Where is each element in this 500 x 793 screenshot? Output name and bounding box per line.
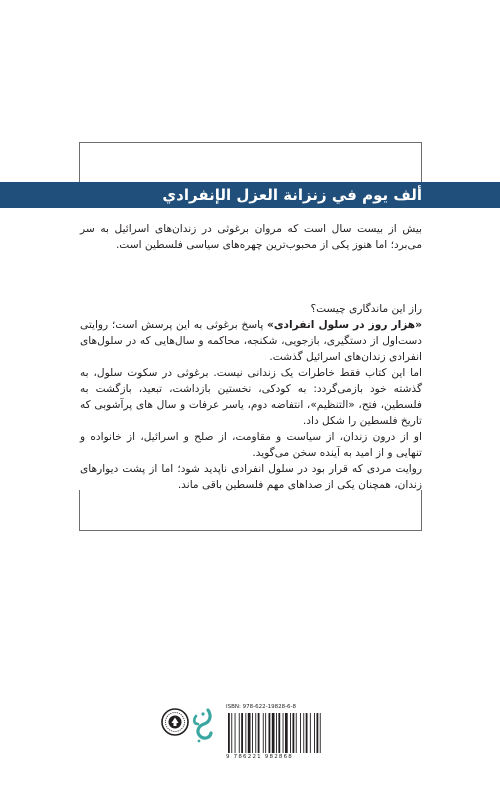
paragraph-2: اما این کتاب فقط خاطرات یک زندانی نیست. برغوثی در سکوت سلول، به گذشته خود بازمی‌گردد: به کودکی، نخستین بازداشت، تبعید، بازگشت به فلسطین، فتح، «التنظیم»، انتفاضه دوم، یاسر عرفات و سال های پرآشوبی که تاریخ فلسطین را شکل داد. [80, 367, 422, 427]
paragraph-3: او از درون زندان، از سیاست و مقاومت، از صلح و اسرائیل، از خانواده و تنهایی و از امید به آینده سخن می‌گوید. [80, 431, 422, 459]
paragraph-4: روایت مردی که قرار بود در سلول انفرادی ناپدید شود؛ اما از پشت دیوارهای زندان، همچنان یکی از صداهای مهم فلسطین باقی ماند. [80, 463, 422, 491]
barcode-bar [320, 713, 321, 753]
barcode-bar [265, 713, 266, 753]
barcode-bar [276, 713, 277, 753]
intro-block [80, 221, 422, 253]
barcode-bar [263, 713, 264, 753]
barcode-bar [317, 713, 319, 753]
frame-bottom-line [79, 530, 422, 531]
barcode-bar [228, 713, 230, 753]
frame-left-bottom [79, 490, 80, 530]
barcode-bar [248, 713, 251, 753]
barcode-bar [293, 713, 295, 753]
blurb-body [80, 301, 422, 493]
isbn-label: ISBN: 978-622-19828-6-8 [226, 704, 297, 710]
book-name: «هزار روز در سلول انفرادی» [266, 319, 422, 331]
barcode-bar [300, 713, 301, 753]
barcode [226, 713, 338, 753]
barcode-bar [239, 713, 240, 753]
barcode-bar [296, 713, 297, 753]
barcode-bar [252, 713, 253, 753]
barcode-bar [290, 713, 291, 753]
book-title: ألف يوم في زنزانة العزل الإنفرادي [162, 186, 422, 204]
intro-paragraph: بیش از بیست سال است که مروان برغوثی در زندان‌های اسرائیل به سر می‌برد؛ اما هنوز یکی از محبوب‌ترین چهره‌های سیاسی فلسطین است. [80, 223, 422, 251]
frame-left-top [79, 142, 80, 182]
question-line: راز این ماندگاری چیست؟ [310, 303, 422, 315]
barcode-bar [283, 713, 284, 753]
barcode-bar [255, 713, 256, 753]
frame-top-line [79, 142, 422, 143]
barcode-bar [258, 713, 260, 753]
isbn-barcode-block [226, 704, 342, 768]
barcode-digits: 9 786221 982868 [226, 754, 293, 760]
frame-right-top [421, 142, 422, 182]
barcode-bar [245, 713, 246, 753]
round-seal-emblem [161, 708, 189, 736]
paragraph-1-text: پاسخ برغوثی به این پرسش است؛ روایتی دست‌اول از دستگیری، بازجویی، شکنجه، محاکمه و سال‌هایی که در سلول‌های انفرادی زندان‌های اسرائیل گذشت. [80, 319, 422, 363]
title-banner [0, 182, 500, 208]
barcode-bar [269, 713, 271, 753]
barcode-bar [285, 713, 288, 753]
nazan-calligraphy-logo [190, 706, 214, 746]
barcode-bar [278, 713, 280, 753]
barcode-bar [310, 713, 311, 753]
barcode-bar [272, 713, 275, 753]
paragraph-1 [80, 317, 422, 365]
barcode-bar [306, 713, 308, 753]
barcode-bar [231, 713, 232, 753]
barcode-bar [235, 713, 236, 753]
frame-right-bottom [421, 490, 422, 530]
barcode-bar [241, 713, 243, 753]
barcode-bar [303, 713, 304, 753]
barcode-bar [314, 713, 315, 753]
